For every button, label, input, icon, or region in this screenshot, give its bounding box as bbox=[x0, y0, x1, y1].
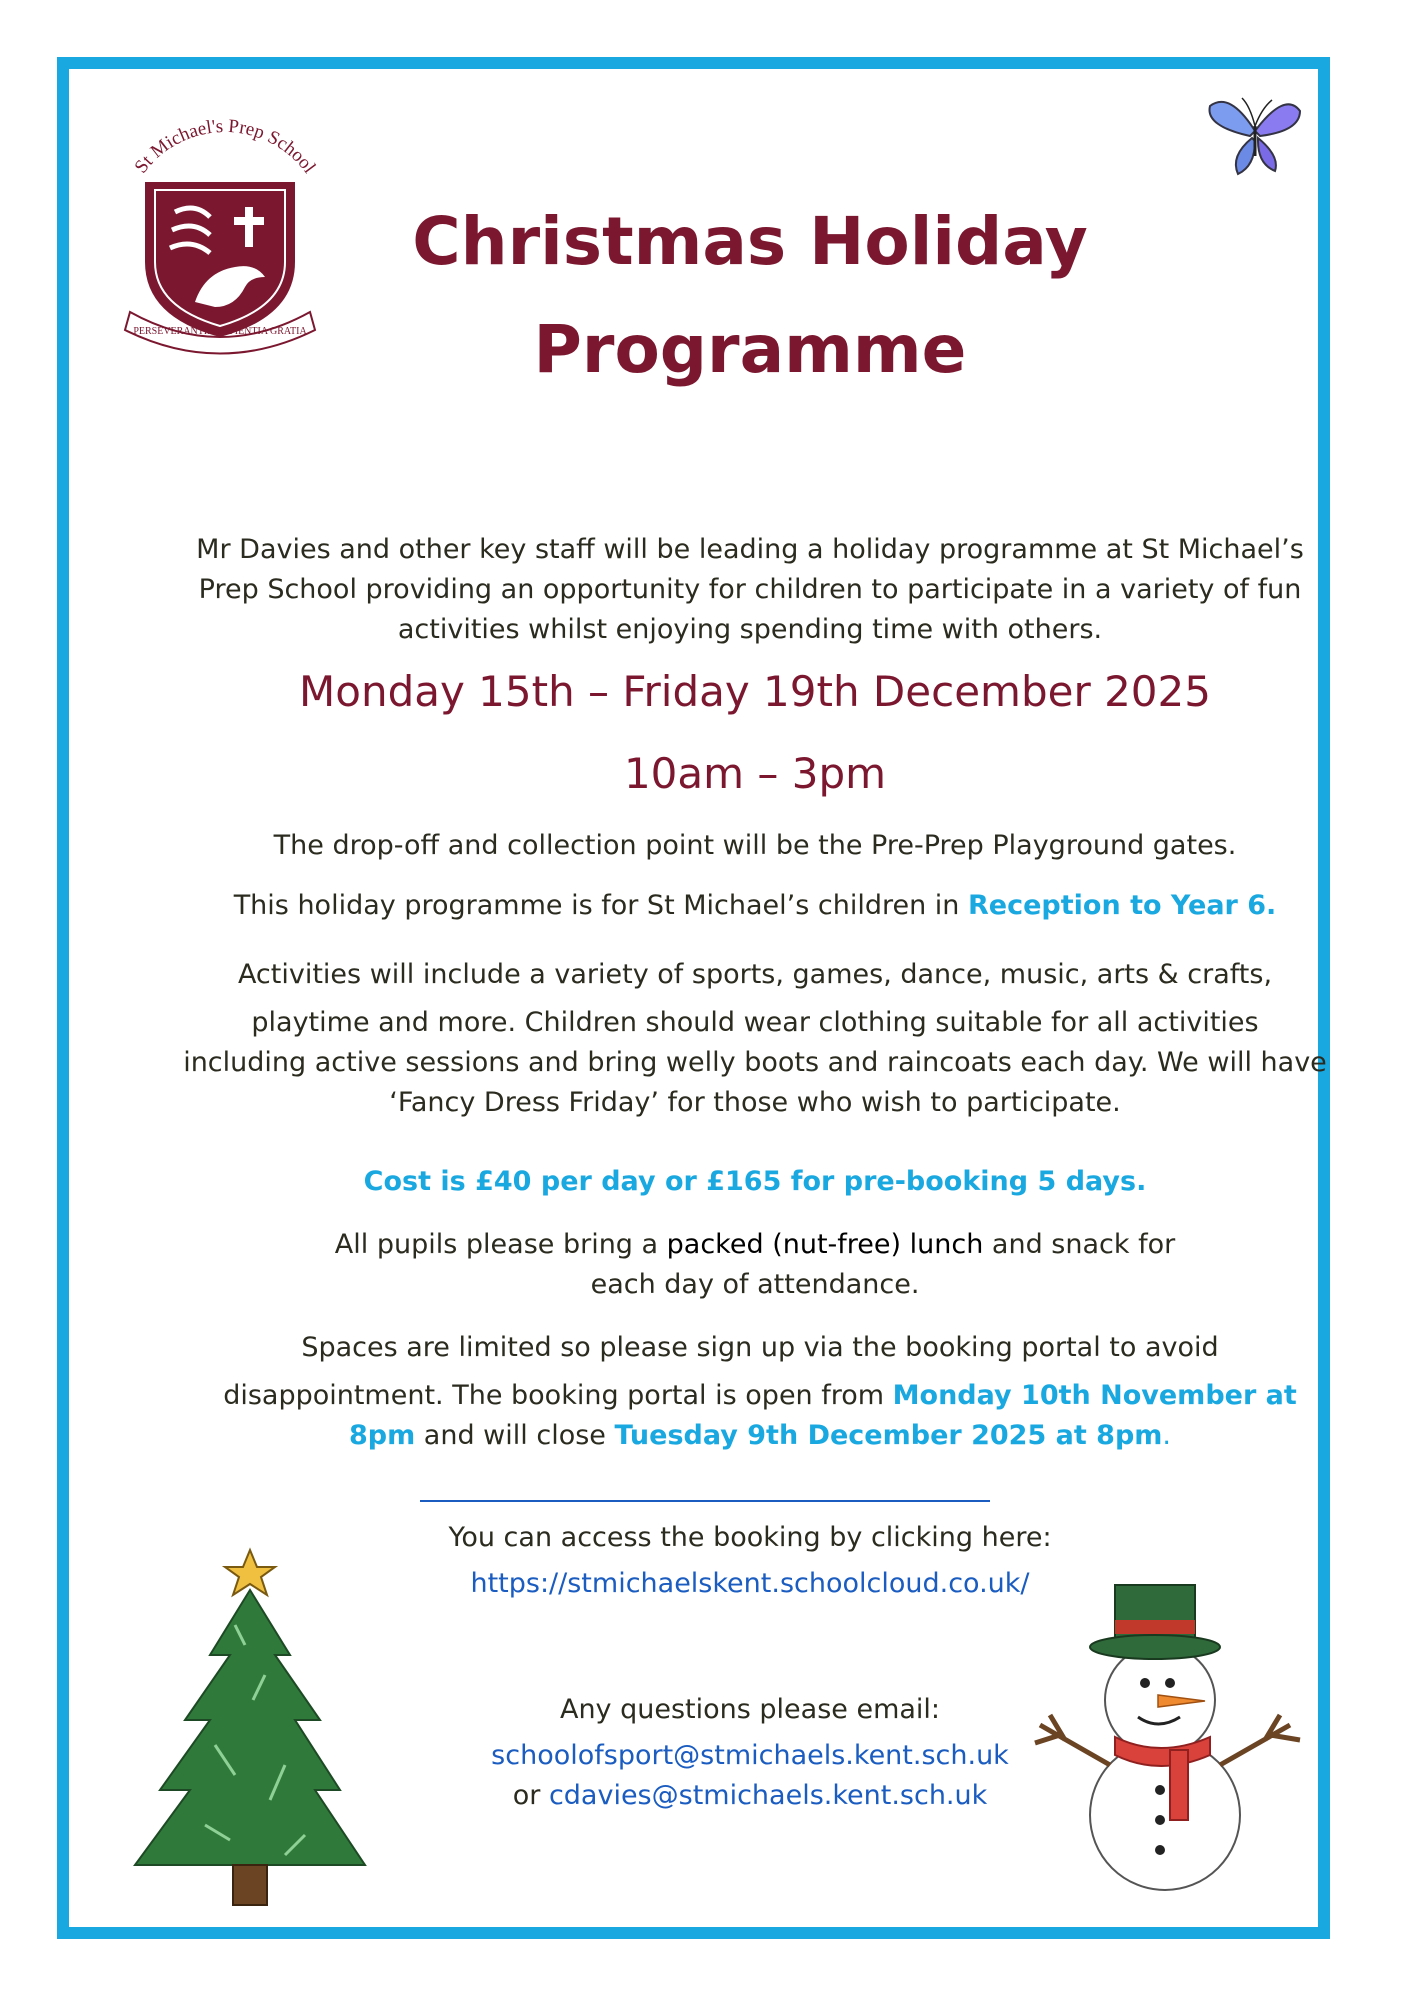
eligibility-info bbox=[120, 886, 1390, 926]
eligibility-text: This holiday programme is for St Michael’s children in bbox=[233, 890, 968, 921]
programme-times: 10am – 3pm bbox=[623, 749, 887, 798]
title-line-1: Christmas Holiday bbox=[412, 203, 1088, 280]
logo-motto: PERSEVERANTIA SAPIENTIA GRATIA bbox=[133, 326, 307, 337]
spaces-end: . bbox=[1162, 1420, 1172, 1451]
title-line-2: Programme bbox=[533, 311, 967, 388]
intro-paragraph bbox=[170, 530, 1330, 650]
intro-line-3: activities whilst enjoying spending time with others. bbox=[397, 614, 1103, 645]
school-crest-logo bbox=[100, 112, 340, 362]
eligibility-highlight: Reception to Year 6. bbox=[968, 890, 1277, 921]
booking-portal-info bbox=[150, 1328, 1370, 1456]
booking-link[interactable]: https://stmichaelskent.schoolcloud.co.uk/ bbox=[470, 1568, 1030, 1599]
portal-open-time: 8pm bbox=[348, 1420, 416, 1451]
lunch-line-2: each day of attendance. bbox=[590, 1269, 920, 1300]
activities-line-3: including active sessions and bring welly boots and raincoats each day. We will have bbox=[183, 1047, 1327, 1078]
activities-paragraph bbox=[130, 955, 1380, 1123]
snowman-illustration bbox=[1020, 1565, 1310, 1895]
booking-label: You can access the booking by clicking here: bbox=[448, 1522, 1052, 1553]
spaces-line-2: disappointment. The booking portal is open from bbox=[223, 1380, 893, 1411]
lunch-info bbox=[120, 1225, 1390, 1305]
intro-line-2: Prep School providing an opportunity for children to participate in a variety of fun bbox=[198, 574, 1302, 605]
activities-line-1: Activities will include a variety of sports, games, dance, music, arts & crafts, bbox=[237, 959, 1273, 990]
portal-close-date: Tuesday 9th December 2025 at 8pm bbox=[614, 1420, 1163, 1451]
dropoff-info: The drop-off and collection point will be the Pre-Prep Playground gates. bbox=[273, 830, 1237, 861]
contact-label: Any questions please email: bbox=[559, 1694, 941, 1725]
spaces-line-1: Spaces are limited so please sign up via the booking portal to avoid bbox=[301, 1332, 1219, 1363]
portal-open-date: Monday 10th November at bbox=[892, 1380, 1297, 1411]
intro-line-1: Mr Davies and other key staff will be leading a holiday programme at St Michael’s bbox=[196, 534, 1304, 565]
page-title bbox=[370, 188, 1130, 404]
contact-or: or bbox=[512, 1780, 549, 1811]
divider bbox=[420, 1500, 990, 1502]
activities-line-4: ‘Fancy Dress Friday’ for those who wish to participate. bbox=[389, 1087, 1121, 1118]
activities-line-2: playtime and more. Children should wear clothing suitable for all activities bbox=[251, 1007, 1259, 1038]
spaces-mid-text: and will close bbox=[415, 1420, 615, 1451]
svg-text:St Michael's Prep School bbox=[131, 116, 320, 177]
logo-arc-text: St Michael's Prep School bbox=[130, 115, 320, 178]
programme-dates: Monday 15th – Friday 19th December 2025 bbox=[299, 667, 1211, 716]
butterfly-icon bbox=[1200, 86, 1310, 181]
lunch-text-3: and snack for bbox=[983, 1229, 1176, 1260]
email-link-cdavies[interactable]: cdavies@stmichaels.kent.sch.uk bbox=[548, 1780, 988, 1811]
christmas-tree-illustration bbox=[115, 1535, 385, 1915]
lunch-text-2: packed (nut-free) lunch bbox=[666, 1229, 984, 1260]
cost-info: Cost is £40 per day or £165 for pre-booking 5 days. bbox=[363, 1166, 1147, 1197]
email-link-sport[interactable]: schoolofsport@stmichaels.kent.sch.uk bbox=[491, 1740, 1009, 1771]
lunch-text-1: All pupils please bring a bbox=[334, 1229, 667, 1260]
